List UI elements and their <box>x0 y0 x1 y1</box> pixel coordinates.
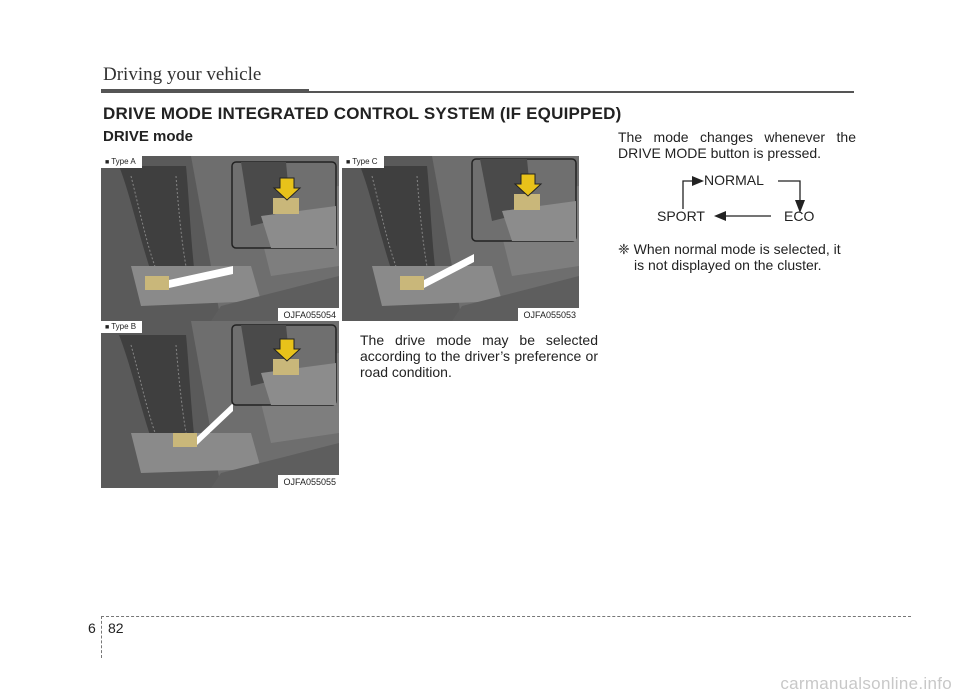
running-header: Driving your vehicle <box>103 64 262 85</box>
mode-eco: ECO <box>784 208 815 224</box>
figure-type-c <box>342 156 579 321</box>
note-symbol: ❈ <box>618 241 630 257</box>
subsection-title: DRIVE mode <box>103 128 194 145</box>
chapter-number: 6 <box>88 620 96 636</box>
figure-type-label: ■ Type A <box>101 156 142 168</box>
drive-mode-button <box>145 276 169 290</box>
figure-code: OJFA055053 <box>518 308 579 321</box>
header-rule-thin <box>309 91 854 93</box>
arrow-right-icon <box>692 176 704 186</box>
figure-code: OJFA055054 <box>278 308 339 321</box>
mode-cycle-diagram <box>640 165 840 235</box>
drive-mode-description: The drive mode may be selected according to the driver’s preference or road condition. <box>360 332 598 380</box>
drive-mode-button <box>400 276 424 290</box>
note-line2: is not displayed on the cluster. <box>634 257 822 273</box>
drive-mode-button <box>173 433 197 447</box>
figure-type-a <box>101 156 339 321</box>
note-line1: When normal mode is selected, it <box>633 241 841 257</box>
figure-type-label: ■ Type C <box>342 156 384 168</box>
console-illustration-a <box>101 156 339 321</box>
console-illustration-b <box>101 321 339 488</box>
mode-normal: NORMAL <box>704 172 764 188</box>
figure-type-b <box>101 321 339 488</box>
mode-sport: SPORT <box>657 208 705 224</box>
console-illustration-c <box>342 156 579 321</box>
watermark: carmanualsonline.info <box>780 674 952 693</box>
mode-change-text: The mode changes whenever the DRIVE MODE button is pressed. <box>618 129 856 161</box>
figure-type-label: ■ Type B <box>101 321 142 333</box>
note <box>618 241 856 273</box>
page-number: 82 <box>108 620 124 636</box>
figure-code: OJFA055055 <box>278 475 339 488</box>
footer-rule <box>101 616 911 617</box>
footer-divider <box>101 616 102 658</box>
section-title: DRIVE MODE INTEGRATED CONTROL SYSTEM (IF EQUIPPED) <box>103 104 622 123</box>
arrow-left-icon <box>714 211 726 221</box>
header-rule <box>101 89 309 93</box>
